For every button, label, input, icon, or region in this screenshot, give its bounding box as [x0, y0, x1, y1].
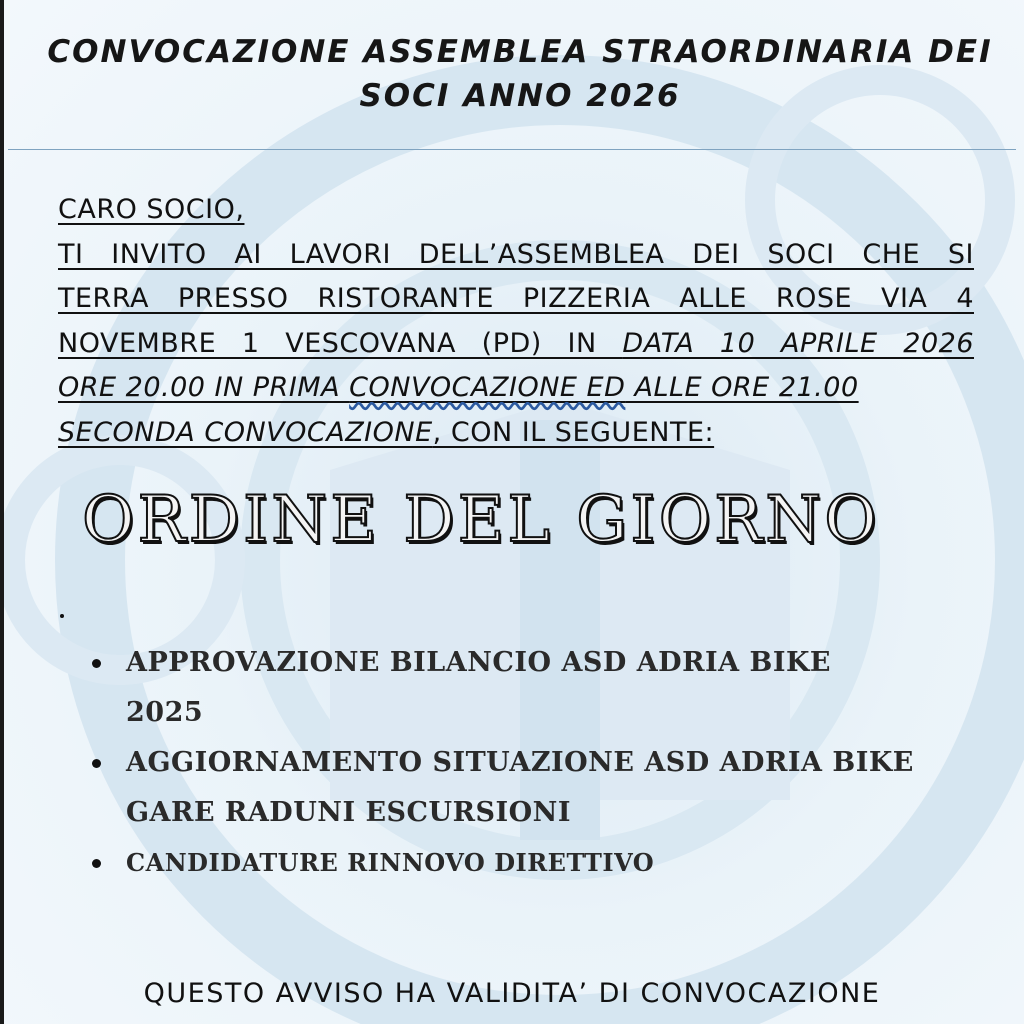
- bullet-icon: [92, 759, 101, 768]
- convocation-notice: QUESTO AVVISO HA VALIDITA’ DI CONVOCAZIONE: [143, 978, 881, 1009]
- agenda-item: [92, 638, 982, 738]
- title-divider: [8, 149, 1016, 150]
- letter-line-5-plain: , CON IL SEGUENTE:: [432, 416, 715, 448]
- letter-line-3: [58, 322, 974, 367]
- agenda-item-line: AGGIORNAMENTO SITUAZIONE ASD ADRIA BIKE: [126, 747, 914, 778]
- agenda-item-line: GARE RADUNI ESCURSIONI: [126, 797, 571, 828]
- page-left-border: [0, 0, 4, 1024]
- title-line-1: CONVOCAZIONE ASSEMBLEA STRAORDINARIA DEI: [47, 34, 993, 70]
- agenda-heading: ORDINE DEL GIORNO: [82, 483, 880, 557]
- letter-line-5: [58, 411, 974, 456]
- agenda-item: [92, 838, 982, 888]
- greeting: CARO SOCIO,: [58, 194, 245, 225]
- bullet-icon: [92, 859, 101, 868]
- agenda-list: [92, 638, 982, 888]
- title-line-2: SOCI ANNO 2026: [359, 78, 681, 114]
- document-title: [30, 30, 1010, 118]
- letter-line-1: TI INVITO AI LAVORI DELL’ASSEMBLEA DEI SOCI CHE SI: [58, 238, 974, 270]
- second-call-label: SECONDA CONVOCAZIONE: [58, 416, 433, 448]
- letter-line-2: TERRA PRESSO RISTORANTE PIZZERIA ALLE ROSE VIA 4: [58, 283, 974, 314]
- agenda-item-line: CANDIDATURE RINNOVO DIRETTIVO: [126, 848, 655, 877]
- second-call-time: ALLE ORE 21.00: [625, 372, 859, 403]
- invitation-letter: [58, 188, 974, 455]
- agenda-item-line: APPROVAZIONE BILANCIO ASD ADRIA BIKE: [126, 647, 831, 678]
- bullet-icon: [92, 659, 101, 668]
- meeting-date: DATA 10 APRILE 2026: [622, 327, 974, 359]
- stray-dot: [60, 614, 64, 618]
- agenda-item: [92, 738, 982, 838]
- letter-line-4: [58, 366, 974, 411]
- first-call-time: ORE 20.00 IN PRIMA: [58, 372, 350, 403]
- first-call-word: CONVOCAZIONE ED: [349, 372, 626, 403]
- agenda-item-line: 2025: [126, 697, 204, 728]
- letter-line-3-plain: NOVEMBRE 1 VESCOVANA (PD) IN: [58, 327, 623, 359]
